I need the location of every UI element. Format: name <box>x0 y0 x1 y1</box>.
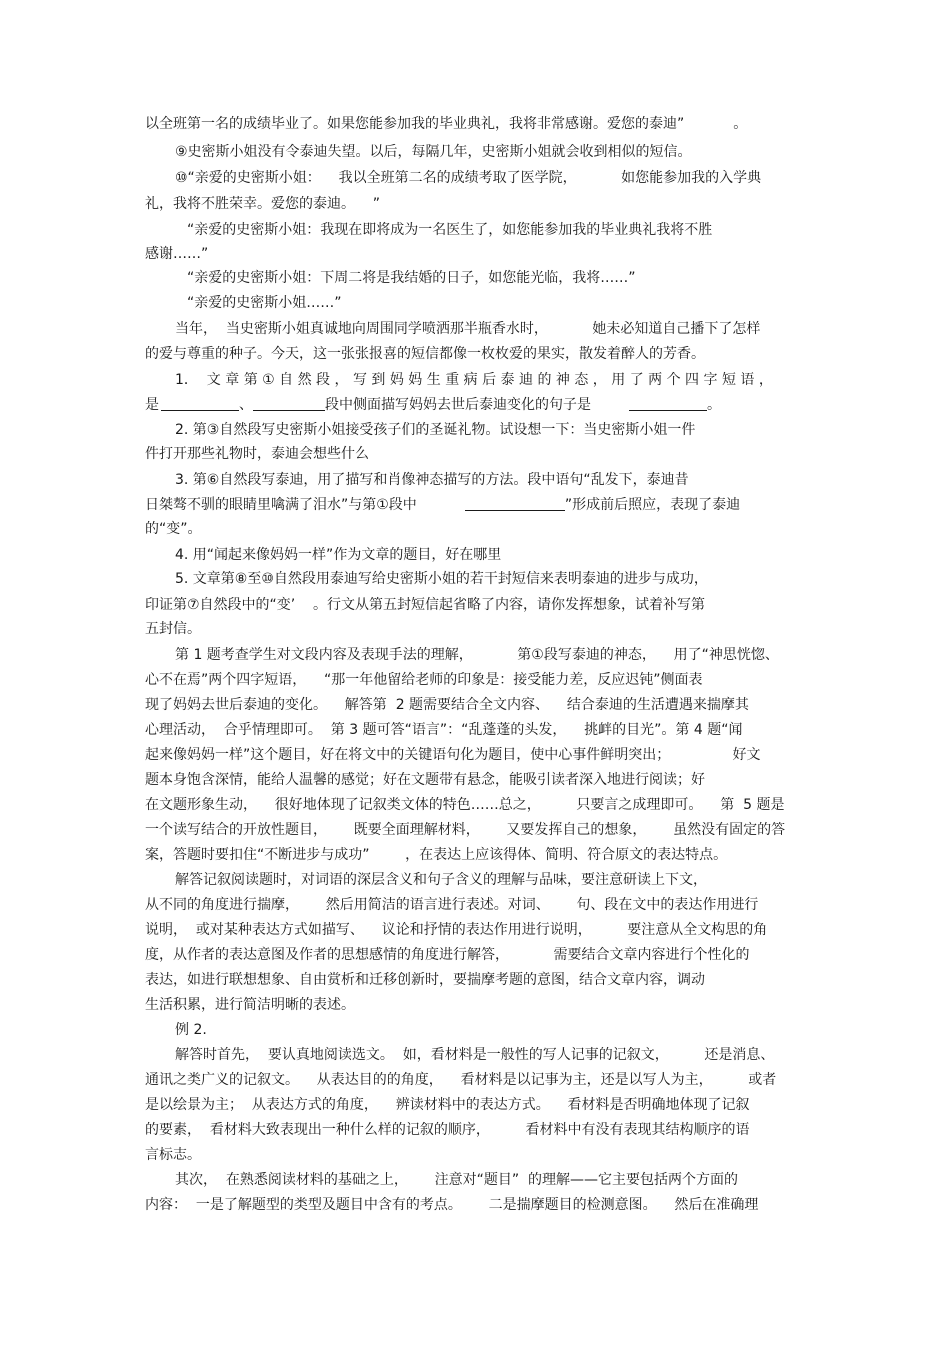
text-line: 例 2. <box>175 1022 207 1038</box>
q1-end-text: 。 <box>707 397 721 413</box>
text-line: 以全班第一名的成绩毕业了。如果您能参加我的毕业典礼，我将非常感谢。爱您的泰迪” 。 <box>145 116 748 132</box>
q1-answer-line <box>145 394 721 416</box>
text-line: ⑩“亲爱的史密斯小姐： 我以全班第二名的成绩考取了医学院， 如您能参加我的入学典 <box>175 170 762 186</box>
q1-separator: 、 <box>239 397 253 413</box>
text-line: 五封信。 <box>145 621 201 637</box>
answer-blank[interactable] <box>629 396 707 411</box>
text-line: 礼，我将不胜荣幸。爱您的泰迪。 ” <box>145 196 381 212</box>
text-line: 起来像妈妈一样”这个题目，好在将文中的关键语句化为题目，使中心事件鲜明突出； 好文 <box>145 747 761 763</box>
text-line: 心理活动， 合乎情理即可。 第 3 题可答“语言”：“乱蓬蓬的头发， 挑衅的目光”。第 4 题“闻 <box>145 722 743 738</box>
text-line: 3. 第⑥自然段写泰迪，用了描写和肖像神态描写的方法。段中语句“乱发下，泰迪昔 <box>175 472 689 488</box>
text-line: 案，答题时要扣住“不断进步与成功” ，在表达上应该得体、简明、符合原文的表达特点。 <box>145 847 728 863</box>
q3-tail-text: ”形成前后照应，表现了泰迪 <box>564 497 741 513</box>
text-line: 心不在焉”两个四字短语， “那一年他留给老师的印象是：接受能力差，反应迟钝”侧面表 <box>145 672 703 688</box>
text-line: 的“变”。 <box>145 521 202 537</box>
text-line: 解答记叙阅读题时，对词语的深层含义和句子含义的理解与品味，要注意研读上下文， <box>175 872 707 888</box>
text-line: 生活积累，进行简洁明晰的表述。 <box>145 997 355 1013</box>
q3-answer-line <box>145 494 740 516</box>
text-line: 是以绘景为主； 从表达方式的角度， 辨读材料中的表达方式。 看材料是否明确地体现了记叙 <box>145 1097 750 1113</box>
text-line: ⑨史密斯小姐没有令泰迪失望。以后，每隔几年，史密斯小姐就会收到相似的短信。 <box>175 144 692 160</box>
q3-lead-text: 日桀骜不驯的眼睛里噙满了泪水”与第①段中 <box>145 497 417 513</box>
text-line: 第 1 题考查学生对文段内容及表现手法的理解， 第①段写泰迪的神态， 用了“神思恍惚、 <box>175 647 779 663</box>
answer-blank[interactable] <box>161 396 239 411</box>
text-line: 的爱与尊重的种子。今天，这一张张报喜的短信都像一枚枚爱的果实，散发着醉人的芳香。 <box>145 346 705 362</box>
text-line: 印证第⑦自然段中的“变’ 。行文从第五封短信起省略了内容，请你发挥想象，试着补写第 <box>145 597 706 613</box>
text-line: 度，从作者的表达意图及作者的思想感情的角度进行解答， 需要结合文章内容进行个性化的 <box>145 947 750 963</box>
text-line: 1． 文 章 第 ① 自 然 段 ， 写 到 妈 妈 生 重 病 后 泰 迪 的 神 态 ， 用 了 两 个 四 字 短 语 ， <box>175 372 773 388</box>
text-line: “亲爱的史密斯小姐……” <box>187 295 342 311</box>
text-line: 件打开那些礼物时，泰迪会想些什么 <box>145 446 369 462</box>
answer-blank[interactable] <box>253 396 325 411</box>
text-line: 2. 第③自然段写史密斯小姐接受孩子们的圣诞礼物。试设想一下：当史密斯小姐一件 <box>175 422 696 438</box>
text-line: 题本身饱含深情，能给人温馨的感觉；好在文题带有悬念，能吸引读者深入地进行阅读；好 <box>145 772 705 788</box>
text-line: 表达，如进行联想想象、自由赏析和迁移创新时，要揣摩考题的意图，结合文章内容，调动 <box>145 972 705 988</box>
text-line: 解答时首先， 要认真地阅读选文。 如，看材料是一般性的写人记事的记叙文， 还是消息、 <box>175 1047 775 1063</box>
text-line: 感谢……” <box>145 246 209 262</box>
text-line: 在文题形象生动， 很好地体现了记叙类文体的特色……总之， 只要言之成理即可。 第 5 题是 <box>145 797 785 813</box>
q1-mid-text: 段中侧面描写妈妈去世后泰迪变化的句子是 <box>325 397 591 413</box>
text-line: 说明， 或对某种表达方式如描写、 议论和抒情的表达作用进行说明， 要注意从全文构思的角 <box>145 922 768 938</box>
text-line: 内容： 一是了解题型的类型及题目中含有的考点。 二是揣摩题目的检测意图。 然后在准确理 <box>145 1197 759 1213</box>
text-line: “亲爱的史密斯小姐：下周二将是我结婚的日子，如您能光临，我将……” <box>187 270 636 286</box>
text-line: 4. 用“闻起来像妈妈一样”作为文章的题目，好在哪里 <box>175 547 502 563</box>
text-line: 5. 文章第⑧至⑩自然段用泰迪写给史密斯小姐的若干封短信来表明泰迪的进步与成功， <box>175 571 708 587</box>
text-line: 的要素， 看材料大致表现出一种什么样的记叙的顺序， 看材料中有没有表现其结构顺序的语 <box>145 1122 750 1138</box>
text-line: 言标志。 <box>145 1147 201 1163</box>
text-line: 通讯之类广义的记叙文。 从表达目的的角度， 看材料是以记事为主，还是以写人为主， 或者 <box>145 1072 777 1088</box>
text-line: 当年， 当史密斯小姐真诚地向周围同学喷洒那半瓶香水时， 她未必知道自己播下了怎样 <box>175 321 761 337</box>
text-line: 其次， 在熟悉阅读材料的基础之上， 注意对“题目” 的理解——它主要包括两个方面的 <box>175 1172 739 1188</box>
answer-blank[interactable] <box>465 496 565 511</box>
q1-lead-text: 是 <box>145 397 159 413</box>
text-line: “亲爱的史密斯小姐：我现在即将成为一名医生了，如您能参加我的毕业典礼我将不胜 <box>187 222 713 238</box>
text-line: 现了妈妈去世后泰迪的变化。 解答第 2 题需要结合全文内容、 结合泰迪的生活遭遇来揣摩其 <box>145 697 749 713</box>
text-line: 从不同的角度进行揣摩， 然后用简洁的语言进行表述。对词、 句、段在文中的表达作用进行 <box>145 897 759 913</box>
text-line: 一个读写结合的开放性题目， 既要全面理解材料， 又要发挥自己的想象， 虽然没有固定的答 <box>145 822 786 838</box>
